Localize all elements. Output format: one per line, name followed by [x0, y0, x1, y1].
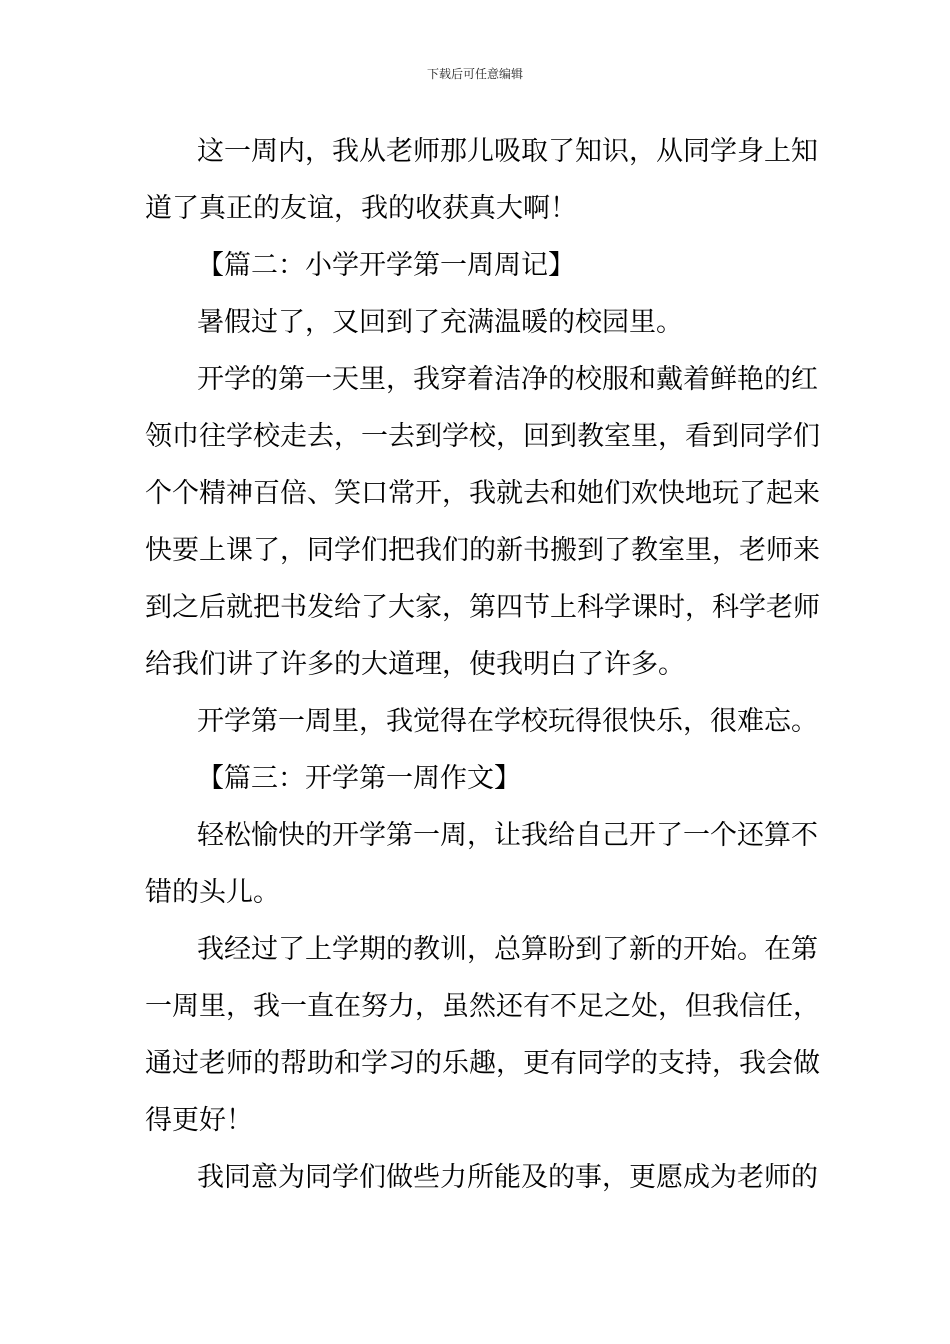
paragraph-line: 给我们讲了许多的大道理，使我明白了许多。 — [145, 649, 685, 680]
paragraph-line: 快要上课了，同学们把我们的新书搬到了教室里，老师来 — [145, 535, 820, 566]
paragraph-line: 错的头儿。 — [145, 877, 280, 908]
paragraph-line: 个个精神百倍、笑口常开，我就去和她们欢快地玩了起来 — [145, 478, 820, 509]
paragraph-line: 我经过了上学期的教训，总算盼到了新的开始。在第 — [197, 934, 818, 965]
page-header-note: 下载后可任意编辑 — [426, 67, 523, 81]
paragraph-line: 到之后就把书发给了大家，第四节上科学课时，科学老师 — [145, 592, 820, 623]
paragraph-line: 开学第一周里，我觉得在学校玩得很快乐，很难忘。 — [197, 706, 818, 737]
paragraph-line: 暑假过了，又回到了充满温暖的校园里。 — [197, 307, 683, 338]
paragraph-line: 我同意为同学们做些力所能及的事，更愿成为老师的 — [197, 1162, 818, 1193]
paragraph-line: 开学的第一天里，我穿着洁净的校服和戴着鲜艳的红 — [197, 364, 818, 395]
paragraph-line: 这一周内，我从老师那儿吸取了知识，从同学身上知 — [197, 136, 818, 167]
paragraph-line: 一周里，我一直在努力，虽然还有不足之处，但我信任， — [145, 991, 820, 1022]
paragraph-line: 道了真正的友谊，我的收获真大啊！ — [145, 193, 577, 224]
paragraph-line: 轻松愉快的开学第一周，让我给自己开了一个还算不 — [197, 820, 818, 851]
paragraph-line: 通过老师的帮助和学习的乐趣，更有同学的支持，我会做 — [145, 1048, 820, 1079]
paragraph-line: 得更好！ — [145, 1105, 253, 1136]
paragraph-line: 领巾往学校走去，一去到学校，回到教室里，看到同学们 — [145, 421, 820, 452]
section-heading: 【篇三：开学第一周作文】 — [197, 763, 521, 794]
section-heading: 【篇二：小学开学第一周周记】 — [197, 250, 575, 281]
